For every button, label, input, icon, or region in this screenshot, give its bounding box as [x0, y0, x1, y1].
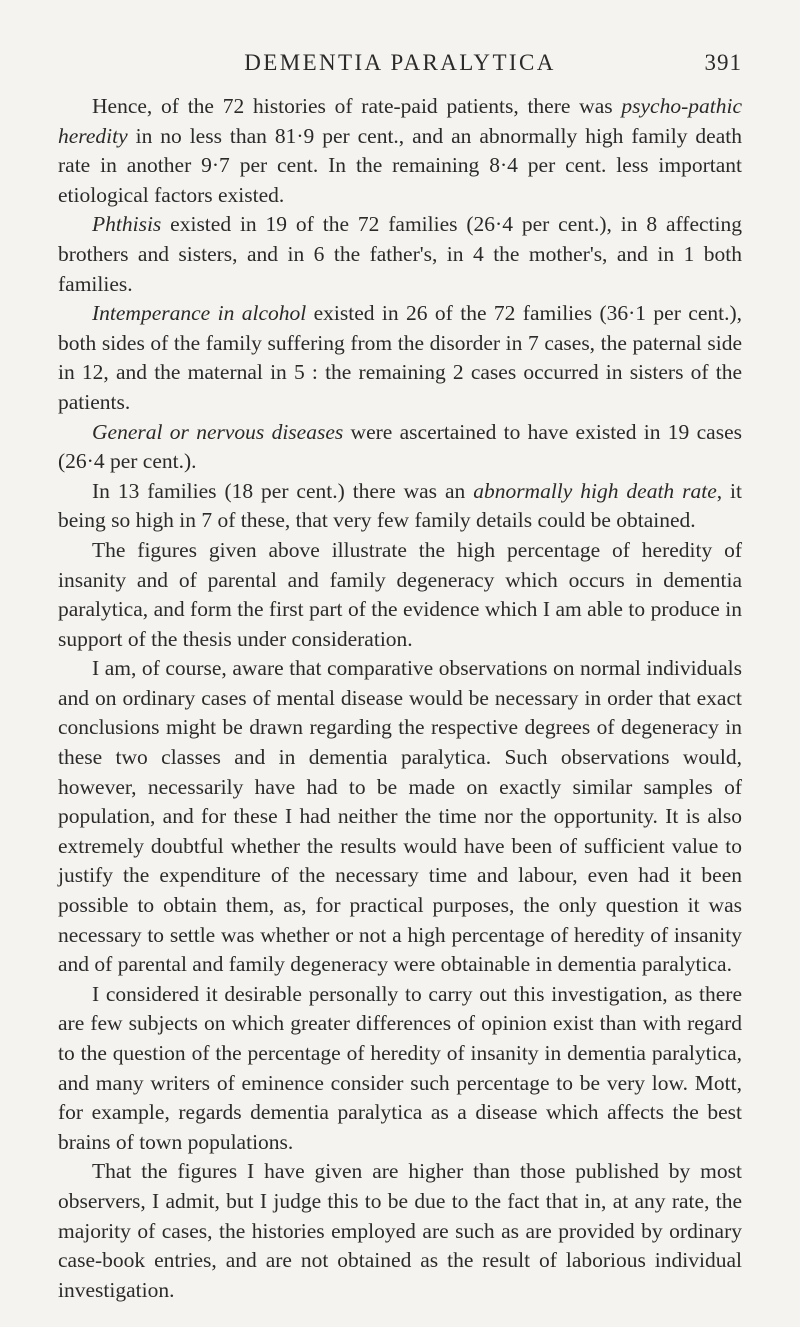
- paragraph-comparative-observations: [58, 654, 742, 980]
- paragraph-text: were ascertained to have existed in 19 cases (26·4 per cent.).: [58, 419, 742, 474]
- italic-phrase: Phthisis: [92, 212, 162, 237]
- running-head: DEMENTIA PARALYTICA: [244, 50, 556, 75]
- paragraph-conclusion: [58, 1157, 742, 1305]
- paragraph-psychopathic-heredity: [58, 92, 742, 210]
- page-number: 391: [704, 50, 742, 75]
- paragraph-text: , it being so high in 7 of these, that very few family details could be obtained.: [58, 478, 742, 533]
- italic-phrase: abnormally high death rate: [473, 478, 717, 503]
- italic-phrase: psycho-pathic heredity: [58, 94, 742, 148]
- paragraph-phthisis: [58, 210, 742, 299]
- paragraph-text: In 13 families (18 per cent.) there was an: [92, 478, 474, 503]
- paragraph-text: The figures given above illustrate the high percentage of heredity of insanity and of parental and family degeneracy which occurs in dementia paralytica, and form the first part of the evidence which I am able to produce in support of the thesis under consideration.: [58, 537, 742, 651]
- paragraph-text: Hence, of the 72 histories of rate-paid patients, there was: [92, 94, 622, 118]
- paragraph-figures-illustrate: [58, 536, 742, 654]
- body-text: [58, 92, 742, 1305]
- italic-phrase: Intemperance in alcohol: [92, 301, 307, 326]
- paragraph-nervous-diseases: [58, 418, 742, 477]
- paragraph-text: existed in 19 of the 72 families (26·4 per cent.), in 8 affecting brothers and sisters, and in 6 the father's, in 4 the mother's, and in 1 both families.: [58, 212, 742, 296]
- paragraph-text: That the figures I have given are higher than those published by most observers, I admit, but I judge this to be due to the fact that in, at any rate, the majority of cases, the histories employed are such as are provided by ordinary case-book entries, and are not obtained as the result of laborious individual investigation.: [58, 1159, 742, 1302]
- paragraph-text: I considered it desirable personally to carry out this investigation, as there are few subjects on which greater differences of opinion exist than with regard to the question of the percentage of heredity of insanity in dementia paralytica, and many writers of eminence consider such percentage to be very low. Mott, for example, regards dementia paralytica as a disease which affects the best brains of town populations.: [58, 981, 742, 1154]
- italic-phrase: General or nervous diseases: [92, 419, 344, 444]
- paragraph-intemperance: [58, 299, 742, 417]
- page-header: [58, 50, 742, 86]
- paragraph-text: in no less than 81·9 per cent., and an abnormally high family death rate in another 9·7 per cent. In the remaining 8·4 per cent. less important etiological factors existed.: [58, 123, 742, 207]
- paragraph-text: existed in 26 of the 72 families (36·1 per cent.), both sides of the family suffering from the disorder in 7 cases, the paternal side in 12, and the maternal in 5 : the remaining 2 cases occurred in sisters of the patients.: [58, 301, 742, 414]
- paragraph-death-rate: [58, 477, 742, 536]
- paragraph-text: I am, of course, aware that comparative observations on normal individuals and on ordinary cases of mental disease would be necessary in order that exact conclusions might be drawn regarding the respective degrees of degeneracy in these two classes and in dementia paralytica. Such observations would, however, necessarily have had to be made on exactly similar samples of population, and for these I had neither the time nor the opportunity. It is also extremely doubtful whether the results would have been of sufficient value to justify the expenditure of the necessary time and labour, even had it been possible to obtain them, as, for practical purposes, the only question it was necessary to settle was whether or not a high percentage of heredity of insanity and of parental and family degeneracy were obtainable in dementia paralytica.: [58, 656, 742, 977]
- paragraph-investigation: [58, 980, 742, 1158]
